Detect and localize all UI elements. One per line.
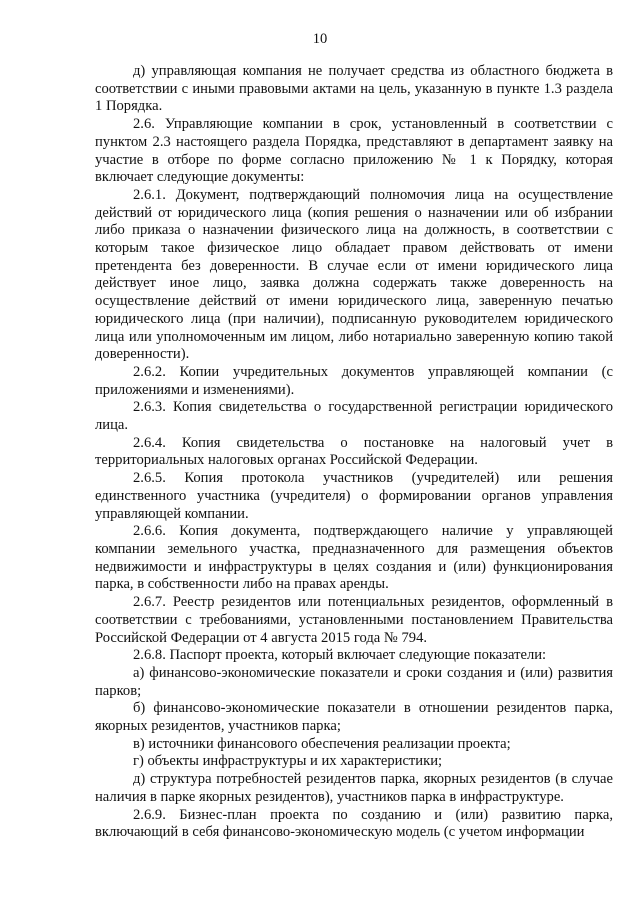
- list-item-a: а) финансово-экономические показатели и сроки создания и (или) развития парков;: [95, 664, 613, 699]
- paragraph-2-6: 2.6. Управляющие компании в срок, установленный в соответствии с пунктом 2.3 настоящего раздела Порядка, представляют в департамент заявку на участие в отборе по форме согласно приложению № 1 к Порядку, которая включает следующие документы:: [95, 116, 613, 186]
- list-item-b: б) финансово-экономические показатели в отношении резидентов парка, якорных резидентов, участников парка;: [95, 700, 613, 735]
- paragraph-2-6-9: 2.6.9. Бизнес-план проекта по созданию и (или) развитию парка, включающий в себя финансово-экономическую модель (с учетом информации: [95, 806, 613, 841]
- paragraph-2-6-1: 2.6.1. Документ, подтверждающий полномочия лица на осуществление действий от юридического лица (копия решения о назначении или об избрании либо приказа о назначении физического лица на должность, в соответствии с которым такое физическое лицо обладает правом действовать от имени претендента без доверенности. В случае если от имени юридического лица действует иное лицо, заявка должна содержать также доверенность на осуществление действий от имени юридического лица, заверенную печатью юридического лица (при наличии), подписанную руководителем юридического лица или уполномоченным им лицом, либо нотариально заверенную копию такой доверенности).: [95, 186, 613, 363]
- list-item-v: в) источники финансового обеспечения реализации проекта;: [133, 735, 511, 752]
- page-number: 10: [312, 31, 328, 47]
- list-item-g: г) объекты инфраструктуры и их характеристики;: [133, 753, 443, 770]
- list-item-d: д) структура потребностей резидентов парка, якорных резидентов (в случае наличия в парке якорных резидентов), участников парка в инфраструктуре.: [95, 771, 613, 805]
- paragraph-2-6-4: 2.6.4. Копия свидетельства о постановке на налоговый учет в территориальных налоговых органах Российской Федерации.: [95, 434, 613, 469]
- paragraph-2-6-5: 2.6.5. Копия протокола участников (учредителей) или решения единственного участника (учредителя) о формировании органов управления управляющей компании.: [95, 470, 613, 522]
- paragraph-clause-d-funding: д) управляющая компания не получает средства из областного бюджета в соответствии с иными правовыми актами на цель, указанную в пункте 1.3 раздела 1 Порядка.: [95, 63, 613, 115]
- paragraph-2-6-2: 2.6.2. Копии учредительных документов управляющей компании (с приложениями и изменениями).: [95, 363, 613, 398]
- paragraph-2-6-8: 2.6.8. Паспорт проекта, который включает следующие показатели:: [133, 647, 547, 664]
- document-body: [95, 63, 613, 842]
- paragraph-2-6-3: 2.6.3. Копия свидетельства о государственной регистрации юридического лица.: [95, 399, 613, 434]
- paragraph-2-6-7: 2.6.7. Реестр резидентов или потенциальных резидентов, оформленный в соответствии с требованиями, установленными постановлением Правительства Российской Федерации от 4 августа 2015 года № 794.: [95, 594, 613, 646]
- paragraph-2-6-6: 2.6.6. Копия документа, подтверждающего наличие у управляющей компании земельного участка, предназначенного для размещения объектов недвижимости и инфраструктуры в целях создания и (или) функционирования парка, в собственности либо на правах аренды.: [95, 523, 613, 593]
